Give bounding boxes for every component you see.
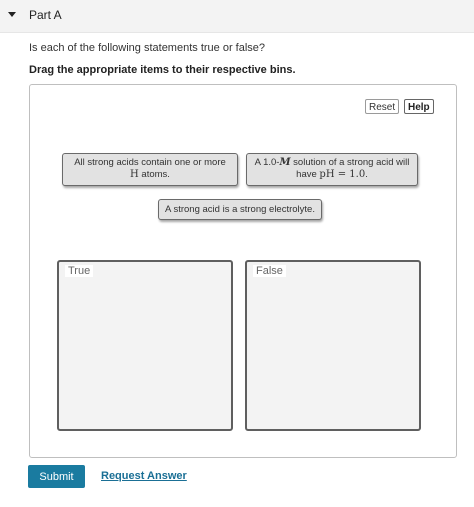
- item-text-line: A 1.0-M solution of a strong acid will: [254, 157, 410, 168]
- false-bin[interactable]: [245, 260, 421, 431]
- math-symbol: M: [279, 157, 291, 168]
- item-text-line: All strong acids contain one or more: [74, 157, 226, 168]
- draggable-item[interactable]: [158, 199, 322, 220]
- part-title: Part A: [29, 8, 62, 22]
- draggable-item[interactable]: [62, 153, 238, 186]
- request-answer-link[interactable]: Request Answer: [101, 470, 187, 482]
- reset-button[interactable]: Reset: [365, 99, 399, 114]
- math-symbol: H: [130, 169, 139, 180]
- instruction-text: Drag the appropriate items to their respective bins.: [29, 64, 296, 76]
- help-button[interactable]: Help: [404, 99, 434, 114]
- submit-button[interactable]: Submit: [28, 465, 85, 488]
- drag-drop-panel: [29, 84, 457, 458]
- bin-label: True: [65, 265, 93, 277]
- item-text-line: H atoms.: [130, 169, 170, 180]
- draggable-item[interactable]: [246, 153, 418, 186]
- question-text: Is each of the following statements true or false?: [29, 42, 266, 54]
- part-header[interactable]: [0, 0, 474, 33]
- item-text-line: A strong acid is a strong electrolyte.: [165, 204, 315, 215]
- true-bin[interactable]: [57, 260, 233, 431]
- item-text-line: have pH = 1.0.: [296, 169, 368, 180]
- math-expression: pH = 1.0: [319, 169, 366, 180]
- collapse-caret-icon[interactable]: [8, 12, 16, 17]
- bin-label: False: [253, 265, 286, 277]
